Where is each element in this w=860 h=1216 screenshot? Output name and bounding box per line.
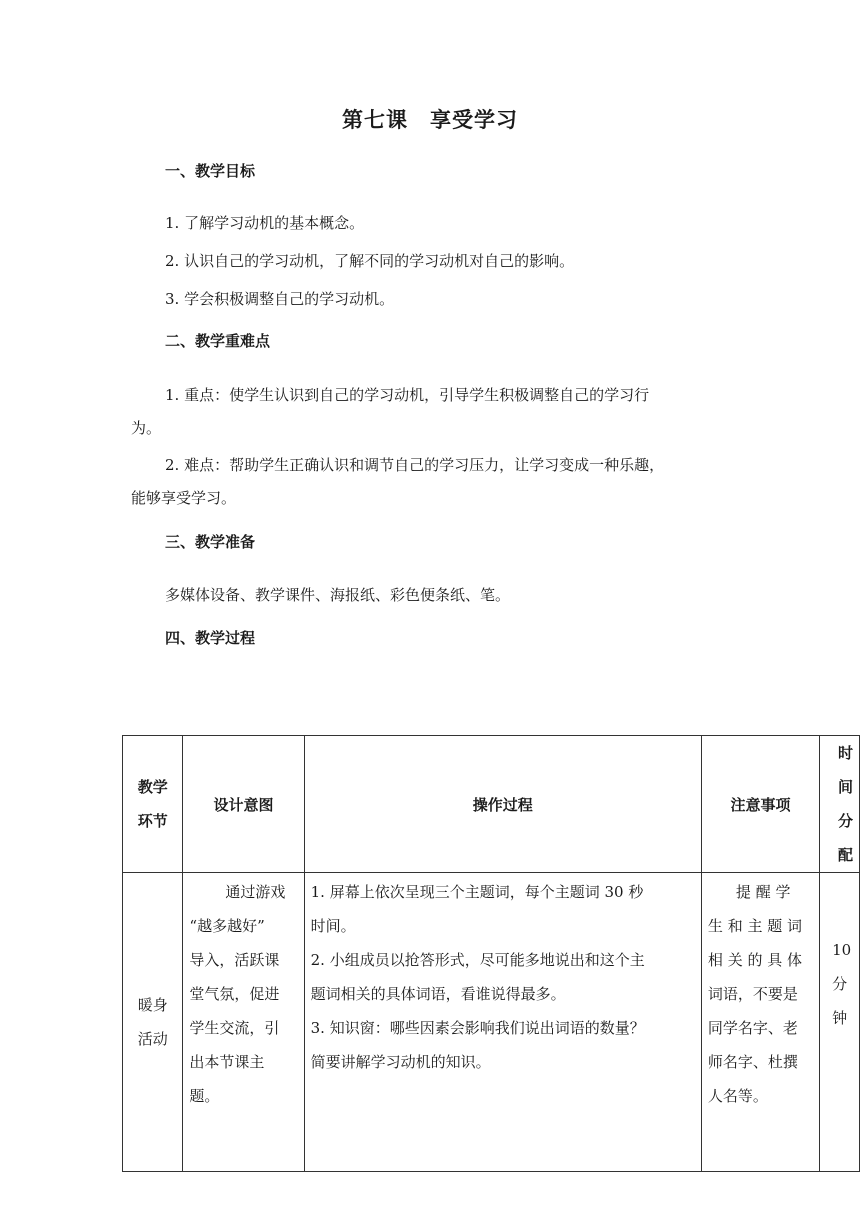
header-notes: 注意事项 xyxy=(701,736,819,873)
notes-line: 生 和 主 题 词 xyxy=(707,917,802,935)
notes-line: 同学名字、老 xyxy=(707,1019,798,1037)
notes-line: 人名等。 xyxy=(707,1087,768,1105)
cell-notes xyxy=(701,873,819,1172)
cell-stage xyxy=(123,873,183,1172)
intent-line: 学生交流，引 xyxy=(189,1019,280,1037)
header-stage-line: 教学 xyxy=(137,778,168,796)
section-heading-process: 四、教学过程 xyxy=(165,629,256,647)
table-row xyxy=(123,873,860,1172)
section-heading-key-points: 二、教学重难点 xyxy=(165,332,271,350)
preparation-text: 多媒体设备、教学课件、海报纸、彩色便条纸、笔。 xyxy=(165,586,511,604)
table-header-row xyxy=(123,736,860,873)
process-line: 简要讲解学习动机的知识。 xyxy=(310,1053,491,1071)
header-stage xyxy=(123,736,183,873)
key-point-line: 1. 重点：使学生认识到自己的学习动机，引导学生积极调整自己的学习行 xyxy=(165,386,650,404)
header-process: 操作过程 xyxy=(304,736,701,873)
key-point-line: 为。 xyxy=(131,419,162,437)
header-time-char: 时 xyxy=(838,744,854,762)
cell-time xyxy=(820,873,860,1172)
key-point-line: 能够享受学习。 xyxy=(131,489,237,507)
objective-item: 2. 认识自己的学习动机，了解不同的学习动机对自己的影响。 xyxy=(165,252,575,270)
time-char: 分 xyxy=(832,975,848,993)
notes-line: 相 关 的 具 体 xyxy=(707,951,802,969)
notes-line: 提 醒 学 xyxy=(735,883,791,901)
header-time-char: 分 xyxy=(838,812,854,830)
process-line: 1. 屏幕上依次呈现三个主题词，每个主题词 30 秒 xyxy=(310,883,644,901)
intent-line: 导入，活跃课 xyxy=(189,951,280,969)
process-line: 2. 小组成员以抢答形式，尽可能多地说出和这个主 xyxy=(310,951,645,969)
key-point-line: 2. 难点：帮助学生正确认识和调节自己的学习压力，让学习变成一种乐趣， xyxy=(165,456,665,474)
lesson-plan-table xyxy=(122,735,860,1172)
objective-item: 1. 了解学习动机的基本概念。 xyxy=(165,214,365,232)
time-char: 钟 xyxy=(832,1009,848,1027)
notes-line: 师名字、杜撰 xyxy=(707,1053,798,1071)
time-char: 10 xyxy=(832,941,852,959)
stage-line: 暖身 xyxy=(137,996,168,1014)
section-heading-preparation: 三、教学准备 xyxy=(165,533,256,551)
stage-line: 活动 xyxy=(137,1030,168,1048)
intent-line: 出本节课主 xyxy=(189,1053,265,1071)
section-heading-objectives: 一、教学目标 xyxy=(165,162,256,180)
header-stage-line: 环节 xyxy=(137,812,168,830)
process-line: 题词相关的具体词语，看谁说得最多。 xyxy=(310,985,566,1003)
document-title: 第七课 享受学习 xyxy=(342,108,518,132)
objective-item: 3. 学会积极调整自己的学习动机。 xyxy=(165,290,395,308)
header-intent: 设计意图 xyxy=(183,736,304,873)
header-time xyxy=(820,736,860,873)
process-line: 3. 知识窗：哪些因素会影响我们说出词语的数量？ xyxy=(310,1019,645,1037)
intent-line: 堂气氛，促进 xyxy=(189,985,280,1003)
intent-line: 题。 xyxy=(189,1087,220,1105)
notes-line: 词语，不要是 xyxy=(707,985,798,1003)
intent-line: 通过游戏 xyxy=(225,883,286,901)
cell-process xyxy=(304,873,701,1172)
process-line: 时间。 xyxy=(310,917,356,935)
header-time-char: 配 xyxy=(838,846,854,864)
intent-line: “越多越好” xyxy=(189,917,265,935)
cell-intent xyxy=(183,873,304,1172)
header-time-char: 间 xyxy=(838,778,854,796)
